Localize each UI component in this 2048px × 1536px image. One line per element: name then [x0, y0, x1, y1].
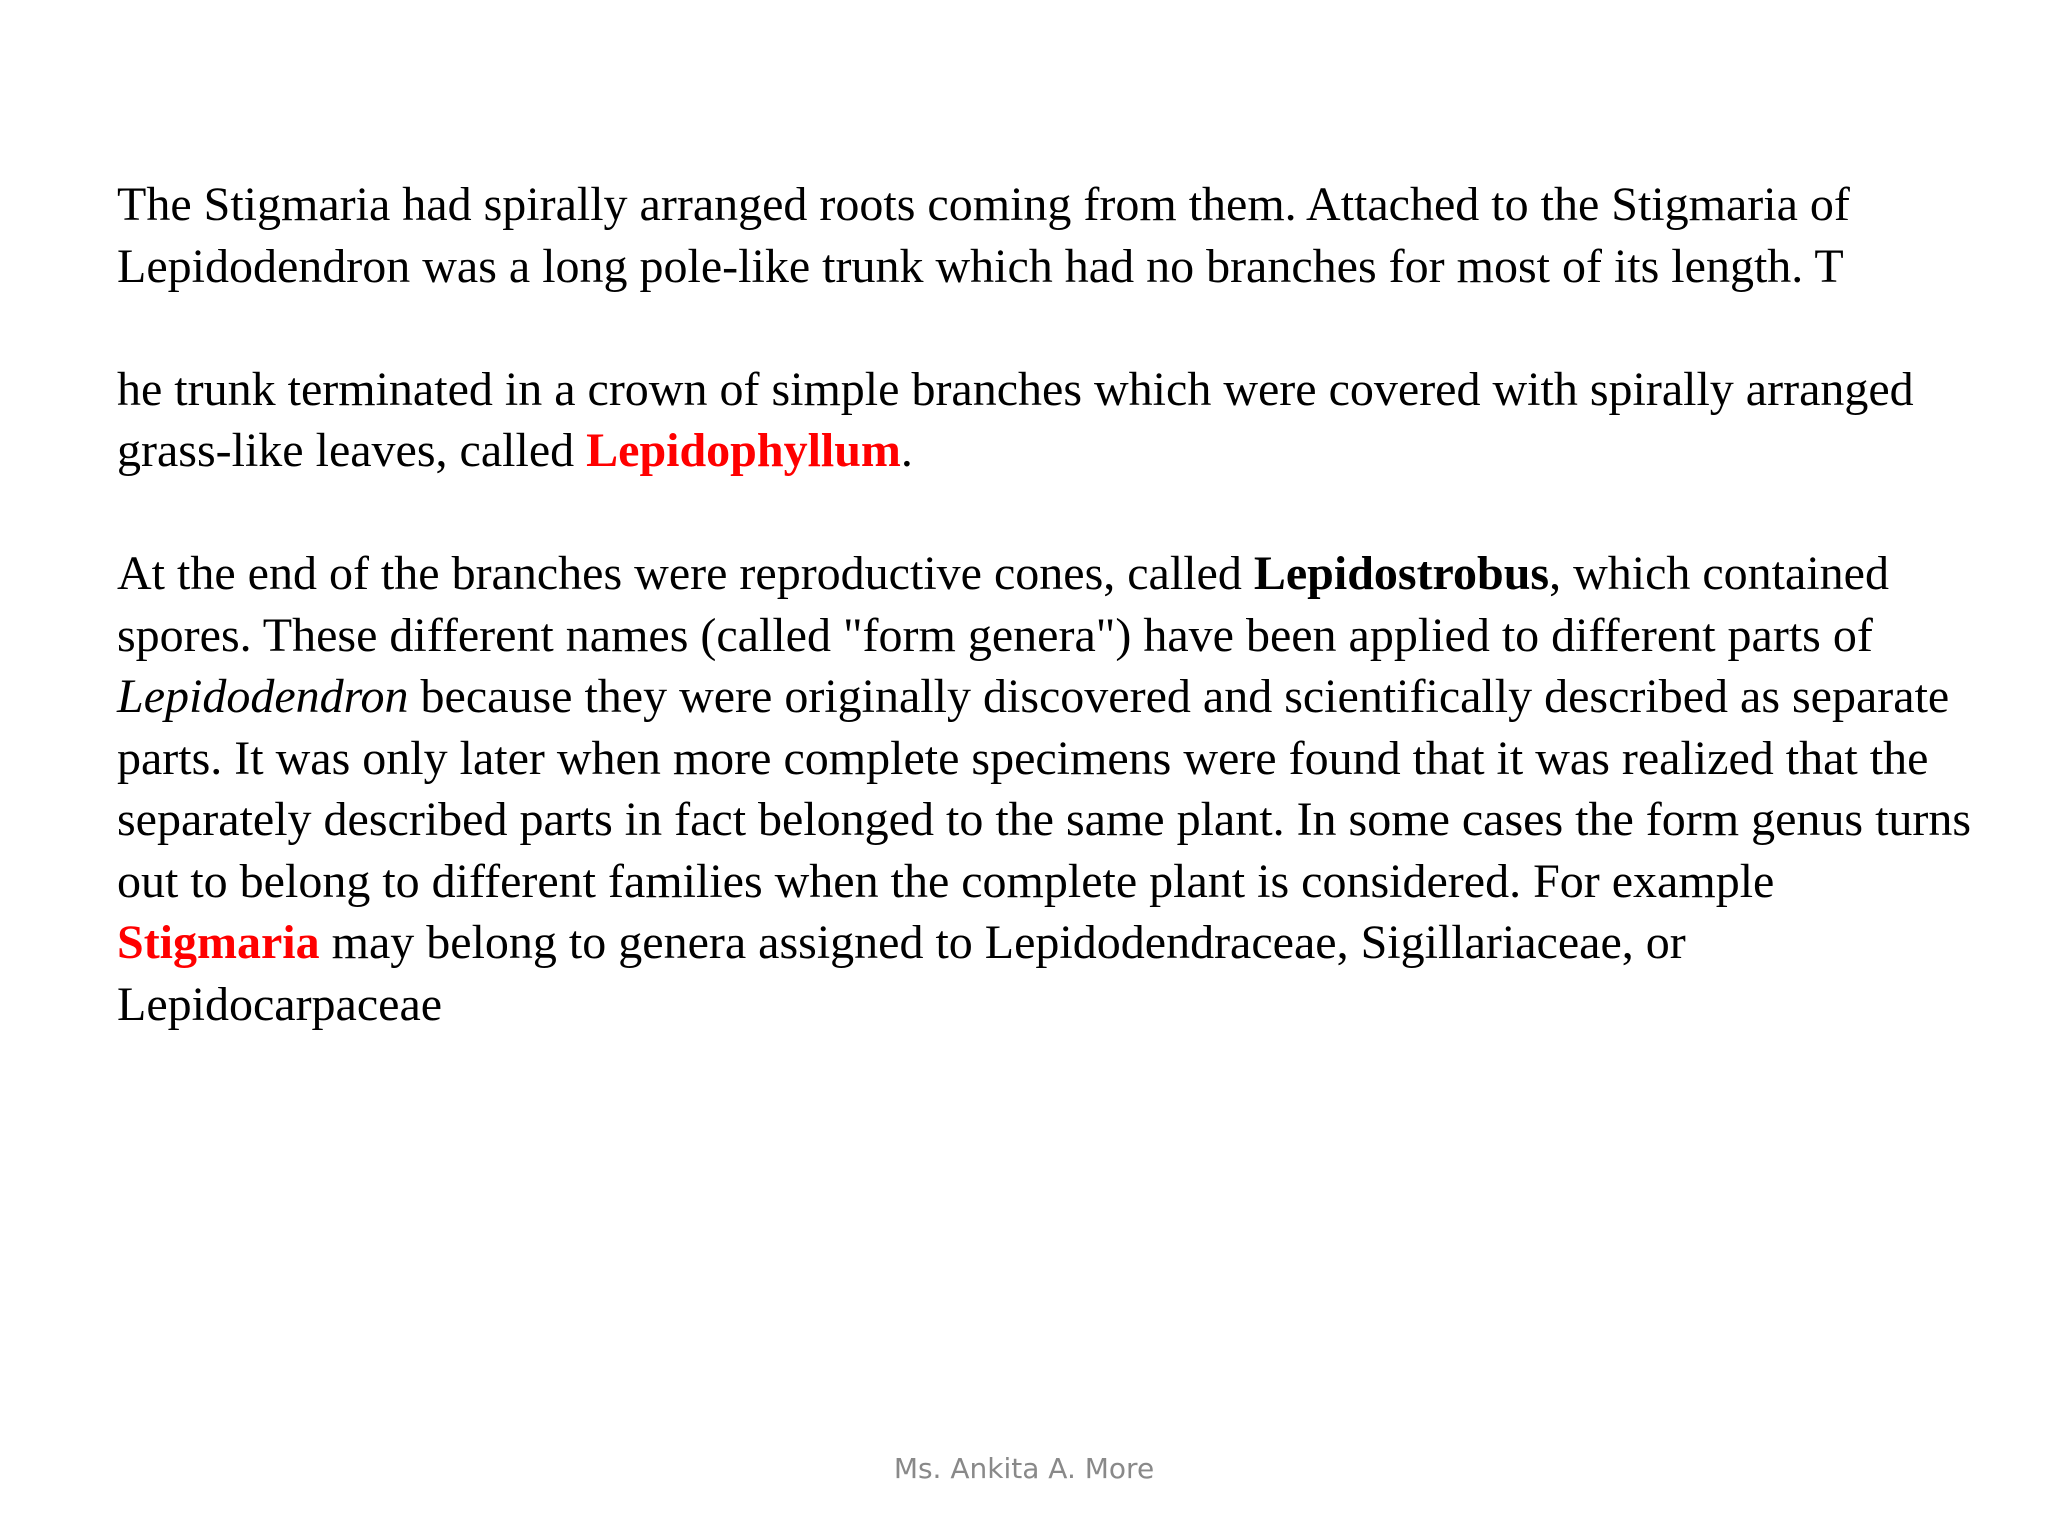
term-lepidodendron: Lepidodendron	[117, 670, 409, 723]
term-lepidophyllum: Lepidophyllum	[586, 424, 901, 477]
slide-footer-author: Ms. Ankita A. More	[893, 1452, 1155, 1485]
term-lepidostrobus: Lepidostrobus	[1253, 547, 1550, 600]
paragraph-form-genera-part4: may belong to genera assigned to Lepidodendraceae, Sigillariaceae, or Lepidocarpaceae	[117, 916, 1686, 1031]
paragraph-form-genera-part2: , which contained spores. These different names (called "form genera") have been applied to different parts of	[117, 547, 1889, 662]
term-stigmaria: Stigmaria	[117, 916, 320, 969]
paragraph-gap	[117, 297, 1977, 359]
paragraph-form-genera-part1: At the end of the branches were reproductive cones, called	[117, 547, 1254, 600]
paragraph-crown-end: .	[900, 424, 913, 477]
paragraph-form-genera	[117, 543, 1977, 1035]
paragraph-crown-text: he trunk terminated in a crown of simple branches which were covered with spirally arranged grass-like leaves, called	[117, 362, 1914, 477]
paragraph-crown-leaves	[117, 359, 1977, 482]
paragraph-roots-trunk: The Stigmaria had spirally arranged roots coming from them. Attached to the Stigmaria of Lepidodendron was a long pole-like trunk which had no branches for most of its length. T	[117, 178, 1850, 293]
slide-body-text	[117, 174, 1977, 1035]
paragraph-form-genera-part3: because they were originally discovered and scientifically described as separate parts. It was only later when more complete specimens were found that it was realized that the separately described parts in fact belonged to the same plant. In some cases the form genus turns out to belong to different families when the complete plant is considered. For example	[117, 670, 1972, 908]
paragraph-gap	[117, 482, 1977, 544]
